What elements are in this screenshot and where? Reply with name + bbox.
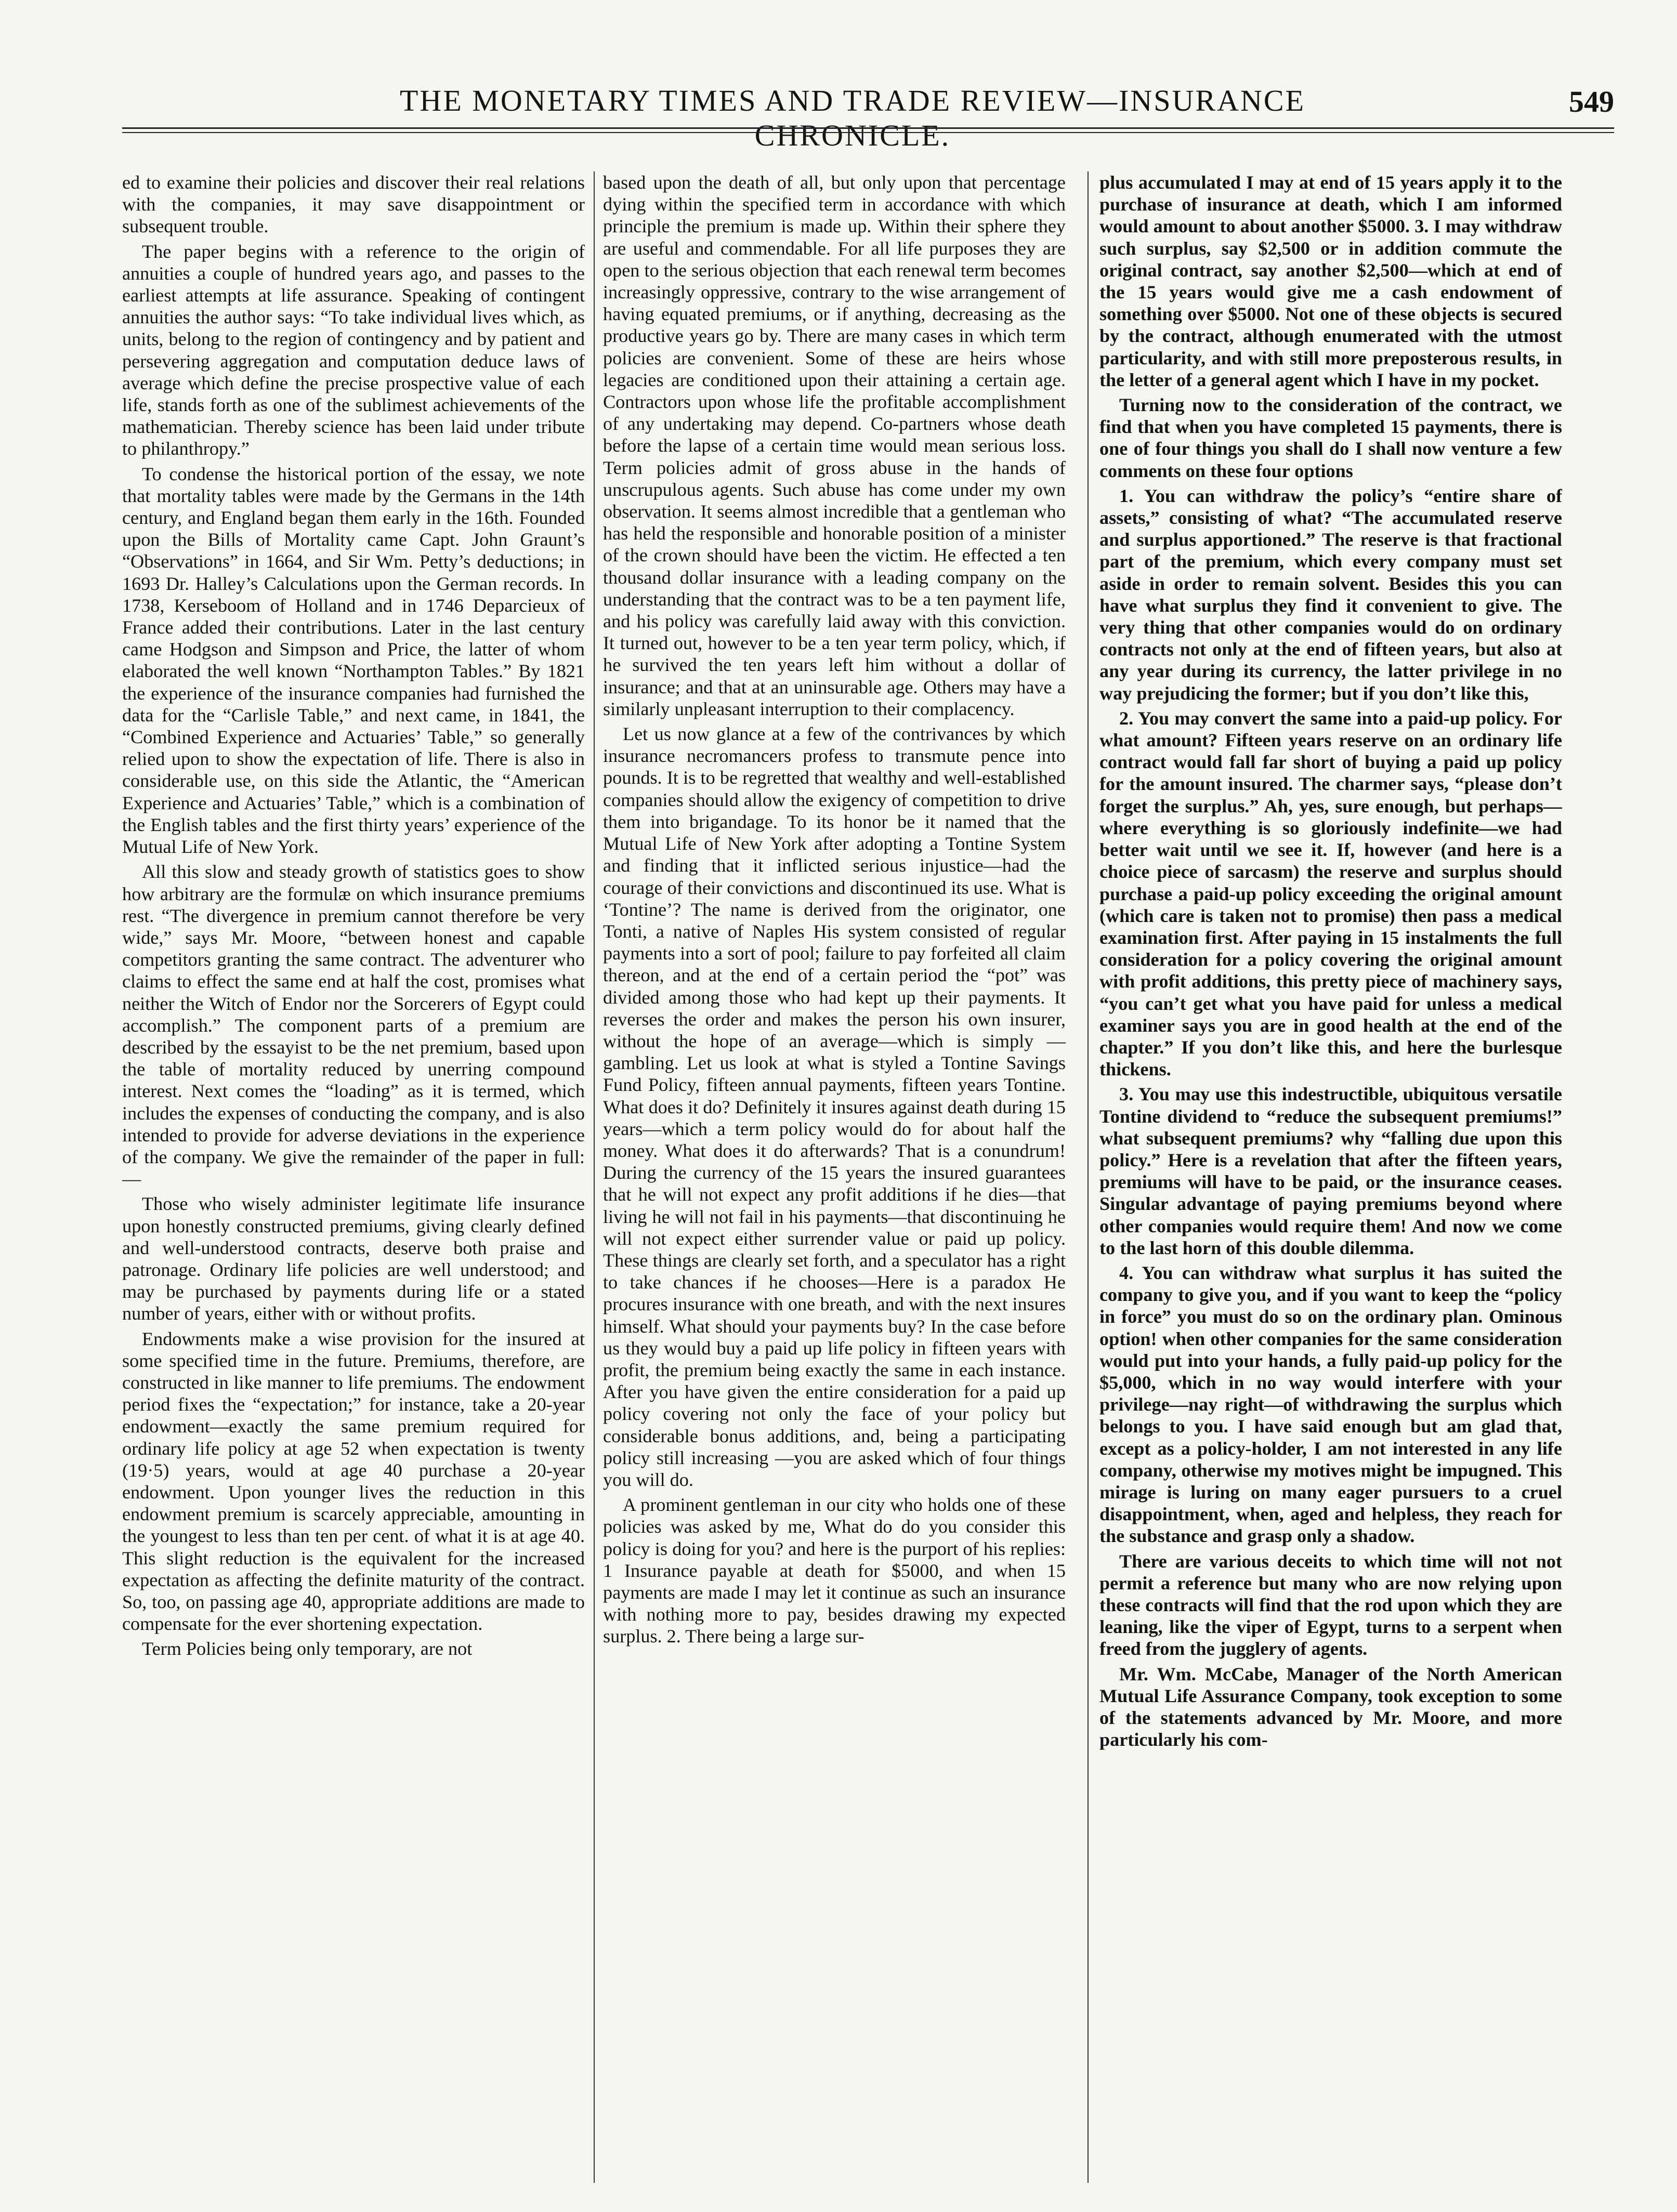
article-paragraph: Those who wisely administer legitimate life insurance upon honestly constructed premiums, giving clearly defined and well-understood contracts, deserve both praise and patronage. Ordinary life policies are well understood; and may be purchased by payments during life or a stated number of years, either with or without profits. [122,1193,585,1324]
article-paragraph: based upon the death of all, but only upon that percentage dying within the specified term in accordance with which principle the premium is made up. Within their sphere they are useful and commendable. For all life purposes they are open to the serious objection that each renewal term becomes increasingly oppressive, contrary to the wise arrangement of having equated premiums, or if anything, decreasing as the productive years go by. There are many cases in which term policies are convenient. Some of these are heirs whose legacies are conditioned upon their attaining a certain age. Contractors upon whose life the profitable accomplishment of any undertaking may depend. Co-partners whose death before the lapse of a certain time would mean serious loss. Term policies admit of gross abuse in the hands of unscrupulous agents. Such abuse has come under my own observation. It seems almost incredible that a gentleman who has held the responsible and honorable position of a minister of the crown should have been the victim. He effected a ten thousand dollar insurance with a leading company on the understanding that the contract was to be a ten payment life, and his policy was carefully laid away with this conviction. It turned out, however to be a ten year term policy, which, if he survived the ten years left him without a dollar of insurance; and that at an uninsurable age. Others may have a similarly unpleasant interruption to their complacency. [603,172,1066,719]
article-paragraph: Term Policies being only temporary, are not [142,1638,473,1660]
article-paragraph: Turning now to the consideration of the contract, we find that when you have completed 15 payments, there is one of four things you shall do I shall now venture a few comments on these four options [1099,394,1562,481]
column-3 [1099,172,1562,2183]
article-paragraph: plus accumulated I may at end of 15 years apply it to the purchase of insurance at death, which I am informed would amount to about another $5000. 3. I may withdraw such surplus, say $2,500 or in addition commute the original contract, say another $2,500—which at end of the 15 years would give me a cash endowment of something over $5000. Not one of these objects is secured by the contract, although enumerated with the utmost particularity, and with still more preposterous results, in the letter of a general agent which I have in my pocket. [1099,172,1562,390]
running-title: THE MONETARY TIMES AND TRADE REVIEW—INSURANCE CHRONICLE. [400,84,1305,152]
column-divider [1088,172,1089,2183]
header-rule-thin [122,132,1614,133]
article-paragraph: A prominent gentleman in our city who holds one of these policies was asked by me, What do do you consider this policy is doing for you? and here is the purport of his replies: 1 Insurance payable at death for $5000, and when 15 payments are made I may let it continue as such an insurance with nothing more to pay, besides drawing my expected surplus. 2. There being a large sur- [603,1494,1066,1647]
article-paragraph: 3. You may use this indestructible, ubiquitous versatile Tontine dividend to “reduce the subsequent premiums!” what subsequent premiums? why “falling due upon this policy.” Here is a revelation that after the fifteen years, premiums will have to be paid, or the insurance ceases. Singular advantage of paying premiums beyond where other companies would require them! And now we come to the last horn of this double dilemma. [1099,1084,1562,1258]
header-rule [122,127,1614,129]
article-paragraph: ed to examine their policies and discover their real relations with the companies, it may save disappointment or subsequent trouble. [122,172,585,237]
article-paragraph: 4. You can withdraw what surplus it has suited the company to give you, and if you want to keep the “policy in force” you must do so on the ordinary plan. Ominous option! when other companies for the same consideration would put into your hands, a fully paid-up policy for the $5,000, which in no way would interfere with your privilege—nay right—of withdrawing the surplus which belongs to you. I have said enough but am glad that, except as a policy-holder, I am not interested in any life company, otherwise my motives might be impugned. This mirage is luring on many eager pursuers to a cruel disappointment, when, aged and helpless, they reach for the substance and grasp only a shadow. [1099,1262,1562,1547]
article-paragraph: Endowments make a wise provision for the insured at some specified time in the future. Premiums, therefore, are constructed in like manner to life premiums. The endowment period fixes the “expectation;” for instance, take a 20-year endowment—exactly the same premium required for ordinary life policy at age 52 when expectation is twenty (19·5) years, would at age 40 purchase a 20-year endowment. Upon younger lives the reduction in this endowment premium is scarcely appreciable, amounting in the youngest to less than ten per cent. of what it is at age 40. This slight reduction is the equivalent for the increased expectation as affecting the definite maturity of the contract. So, too, on passing age 40, appropriate additions are made to compensate for the ever shortening expectation. [122,1328,585,1635]
column-1 [122,172,585,2183]
article-paragraph: To condense the historical portion of the essay, we note that mortality tables were made by the Germans in the 14th century, and England began them early in the 16th. Founded upon the Bills of Mortality came Capt. John Graunt’s “Observations” in 1664, and Sir Wm. Petty’s deductions; in 1693 Dr. Halley’s Calculations upon the German records. In 1738, Kerseboom of Holland and in 1746 Deparcieux of France added their contributions. Later in the last century came Hodgson and Simpson and Price, the latter of whom elaborated the well known “Northampton Tables.” By 1821 the experience of the insurance companies had furnished the data for the “Carlisle Table,” and next came, in 1841, the “Combined Experience and Actuaries’ Table,” so generally relied upon to show the expectation of life. There is also in considerable use, on this side the Atlantic, the “American Experience and Actuaries’ Table,” which is a combination of the English tables and the first thirty years’ experience of the Mutual Life of New York. [122,463,585,858]
column-2 [603,172,1066,2183]
article-paragraph: All this slow and steady growth of statistics goes to show how arbitrary are the formulæ on which insurance premiums rest. “The divergence in premium cannot therefore be very wide,” says Mr. Moore, “between honest and capable competitors granting the same contract. The adventurer who claims to effect the same end at half the cost, promises what neither the Witch of Endor nor the Sorcerers of Egypt could accomplish.” The component parts of a premium are described by the essayist to be the net premium, based upon the table of mortality reduced by unerring compound interest. Next comes the “loading” as it is termed, which includes the expenses of conducting the company, and is also intended to provide for adverse deviations in the experience of the company. We give the remainder of the paper in full:— [122,861,585,1190]
article-paragraph: 2. You may convert the same into a paid-up policy. For what amount? Fifteen years reserve on an ordinary life contract would fall far short of buying a paid up policy for the amount insured. The charmer says, “please don’t forget the surplus.” Ah, yes, sure enough, but perhaps—where everything is so gloriously indefinite—we had better wait until we see it. If, however (and here is a choice piece of sarcasm) the reserve and surplus should purchase a paid-up policy exceeding the original amount (which care is taken not to promise) then pass a medical examination first. After paying in 15 instalments the full consideration for a policy covering the original amount with profit additions, this pretty piece of machinery says, “you can’t get what you have paid for unless a medical examiner says you are in good health at the end of the chapter.” If you don’t like this, and here the burlesque thickens. [1099,707,1562,1080]
article-paragraph: 1. You can withdraw the policy’s “entire share of assets,” consisting of what? “The accumulated reserve and surplus apportioned.” The reserve is that fractional part of the premium, which every company must set aside in order to remain solvent. Besides this you can have what surplus they find it convenient to give. The very thing that other companies would do on ordinary contracts not only at the end of fifteen years, but also at any year during its currency, the latter privilege in no way prejudicing the former; but if you don’t like this, [1099,485,1562,704]
article-paragraph: Let us now glance at a few of the contrivances by which insurance necromancers profess to transmute pence into pounds. It is to be regretted that wealthy and well-established companies should allow the exigency of competition to drive them into brigandage. To its honor be it named that the Mutual Life of New York after adopting a Tontine System and finding that it inflicted serious injustice—had the courage of their convictions and discontinued its use. What is ‘Tontine’? The name is derived from the originator, one Tonti, a native of Naples His system consisted of regular payments into a sort of pool; failure to pay forfeited all claim thereon, and at the end of a certain period the “pot” was divided among those who had kept up their payments. It reverses the order and makes the person his own insurer, without the hope of an average—which is simply —gambling. Let us look at what is styled a Tontine Savings Fund Policy, fifteen annual payments, fifteen years Tontine. What does it do? Definitely it insures against death during 15 years—which a term policy would do for about half the money. What does it do afterwards? That is a conundrum! During the currency of the 15 years the insured guarantees that he will not expect any profit additions if he dies—that living he will not fail in his payments—that discontinuing he will not expect either surrender value or paid up policy. These things are clearly set forth, and a speculator has a right to take chances if he chooses—Here is a paradox He procures insurance with one breath, and with the next insures himself. What should your payments buy? In the case before us they would buy a paid up life policy in fifteen years with profit, the premium being exactly the same in each instance. After you have given the entire consideration for a paid up policy covering not only the face of your policy but considerable bonus additions, and, being a participating policy still increasing —you are asked which of four things you will do. [603,723,1066,1490]
article-paragraph: Mr. Wm. McCabe, Manager of the North American Mutual Life Assurance Company, took exception to some of the statements advanced by Mr. Moore, and more particularly his com- [1099,1663,1562,1750]
article-paragraph: The paper begins with a reference to the origin of annuities a couple of hundred years ago, and passes to the earliest attempts at life assurance. Speaking of contingent annuities the author says: “To take individual lives which, as units, belong to the region of contingency and by patient and persevering aggregation and computation deduce laws of average which define the precise prospective value of each life, stands forth as one of the sublimest achievements of the mathematician. Thereby science has been laid under tribute to philanthropy.” [122,241,585,459]
page-number: 549 [1569,85,1614,118]
page-header [122,83,1614,152]
article-paragraph: There are various deceits to which time will not not permit a reference but many who are now relying upon these contracts will find that the rod upon which they are leaning, like the viper of Egypt, turns to a serpent when freed from the jugglery of agents. [1099,1550,1562,1660]
column-divider [594,172,595,2183]
